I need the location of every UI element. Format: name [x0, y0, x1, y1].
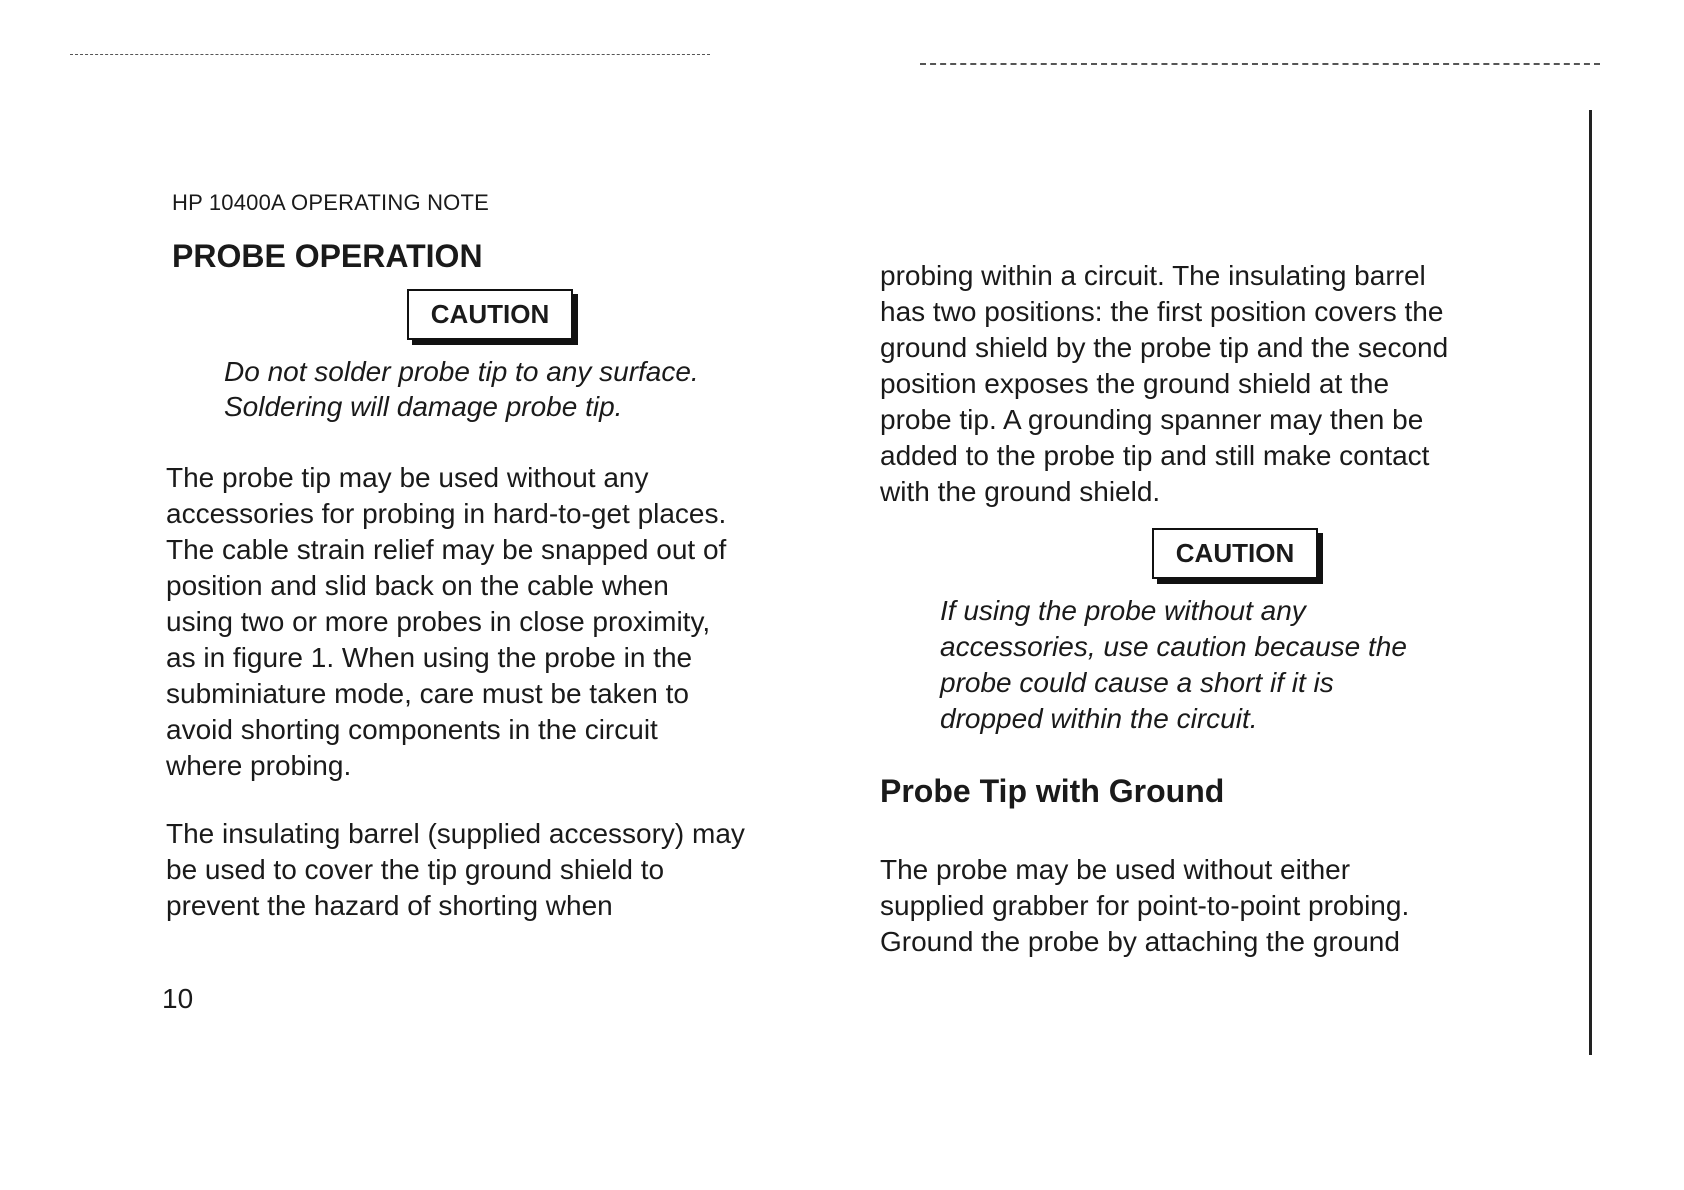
- caution-text: [224, 354, 840, 424]
- caution-line: probe could cause a short if it is: [940, 667, 1334, 698]
- scan-artifact-line-right: [920, 63, 1600, 65]
- paragraph: [166, 816, 840, 924]
- text-line: where probing.: [166, 750, 352, 781]
- text-line: avoid shorting components in the circuit: [166, 714, 658, 745]
- paragraph: [880, 852, 1560, 960]
- caution-line: If using the probe without any: [940, 595, 1306, 626]
- caution-box-wrap: [140, 289, 840, 340]
- scan-artifact-line-left: [70, 54, 710, 55]
- text-line: added to the probe tip and still make contact: [880, 440, 1430, 471]
- caution-box: CAUTION: [1152, 528, 1318, 579]
- left-column: [160, 190, 840, 956]
- caution-box: CAUTION: [407, 289, 573, 340]
- text-line: The probe may be used without either: [880, 854, 1351, 885]
- caution-text: [940, 593, 1560, 737]
- text-line: has two positions: the first position covers the: [880, 296, 1444, 327]
- text-line: supplied grabber for point-to-point probing.: [880, 890, 1410, 921]
- caution-line: dropped within the circuit.: [940, 703, 1258, 734]
- text-line: subminiature mode, care must be taken to: [166, 678, 689, 709]
- caution-line: Do not solder probe tip to any surface.: [224, 356, 699, 387]
- text-line: probe tip. A grounding spanner may then be: [880, 404, 1424, 435]
- page-edge-line: [1589, 110, 1592, 1055]
- caution-box-wrap: [910, 528, 1560, 579]
- text-line: The probe tip may be used without any: [166, 462, 649, 493]
- paragraph: [166, 460, 840, 784]
- text-line: The insulating barrel (supplied accessory) may: [166, 818, 745, 849]
- text-line: with the ground shield.: [880, 476, 1161, 507]
- text-line: position and slid back on the cable when: [166, 570, 669, 601]
- running-header: HP 10400A OPERATING NOTE: [172, 190, 489, 215]
- text-line: ground shield by the probe tip and the second: [880, 332, 1449, 363]
- page-number: 10: [162, 983, 194, 1014]
- section-title: PROBE OPERATION: [172, 238, 483, 274]
- text-line: probing within a circuit. The insulating barrel: [880, 260, 1426, 291]
- caution-line: Soldering will damage probe tip.: [224, 391, 623, 422]
- caution-line: accessories, use caution because the: [940, 631, 1407, 662]
- text-line: Ground the probe by attaching the ground: [880, 926, 1400, 957]
- text-line: The cable strain relief may be snapped out of: [166, 534, 727, 565]
- text-line: prevent the hazard of shorting when: [166, 890, 613, 921]
- text-line: be used to cover the tip ground shield to: [166, 854, 665, 885]
- subsection-title: Probe Tip with Ground: [880, 773, 1225, 809]
- text-line: accessories for probing in hard-to-get places.: [166, 498, 727, 529]
- right-column: [880, 258, 1560, 978]
- text-line: as in figure 1. When using the probe in the: [166, 642, 693, 673]
- paragraph: [880, 258, 1560, 510]
- text-line: using two or more probes in close proximity,: [166, 606, 711, 637]
- text-line: position exposes the ground shield at the: [880, 368, 1390, 399]
